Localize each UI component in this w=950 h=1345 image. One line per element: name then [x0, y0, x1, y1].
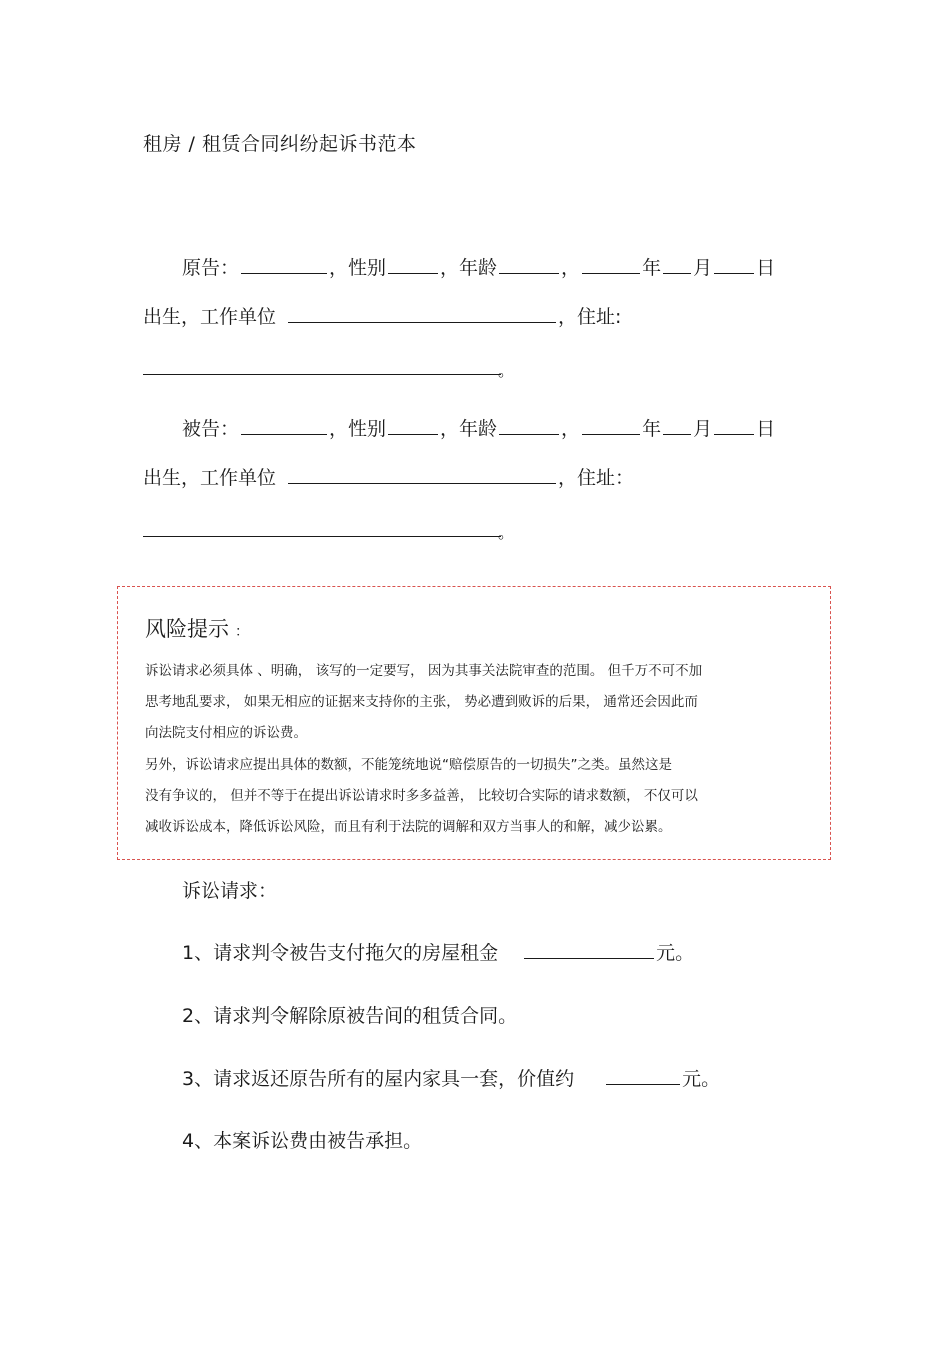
- defendant-address-label: ，住址：: [558, 467, 635, 489]
- claim-3-text: 3、请求返还原告所有的屋内家具一套，价值约: [182, 1068, 575, 1090]
- defendant-comma: ，: [561, 418, 581, 440]
- defendant-line-1: [182, 416, 775, 441]
- plaintiff-month-label: 月: [693, 257, 713, 279]
- plaintiff-age-label: ，年龄: [440, 257, 498, 279]
- claim-3-amount-blank[interactable]: [606, 1066, 680, 1085]
- risk-notice-title: [145, 613, 249, 643]
- defendant-gender-label: ，性别: [329, 418, 387, 440]
- risk-text-line: 思考地乱要求， 如果无相应的证据来支持你的主张， 势必遭到败诉的后果， 通常还会因此而: [145, 694, 698, 710]
- claim-1-amount-blank[interactable]: [524, 940, 654, 959]
- plaintiff-age-blank[interactable]: [499, 255, 559, 274]
- claim-item-4: [182, 1126, 422, 1153]
- defendant-name-blank[interactable]: [241, 416, 327, 435]
- claim-item-2: [182, 1001, 517, 1028]
- defendant-line-2: [143, 465, 634, 490]
- defendant-birth-work-label: 出生，工作单位: [143, 467, 277, 489]
- risk-text-line: 向法院支付相应的诉讼费。: [145, 725, 307, 741]
- defendant-year-label: 年: [642, 418, 662, 440]
- claim-4-text: 4、本案诉讼费由被告承担。: [182, 1130, 423, 1152]
- defendant-day-label: 日: [756, 418, 776, 440]
- defendant-label: 被告：: [182, 418, 240, 440]
- claim-3-suffix: 元。: [682, 1068, 721, 1090]
- risk-title-colon: ：: [235, 624, 249, 640]
- defendant-age-blank[interactable]: [499, 416, 559, 435]
- plaintiff-address-blank[interactable]: [143, 374, 501, 375]
- claim-1-text: 1、请求判令被告支付拖欠的房屋租金: [182, 942, 499, 964]
- plaintiff-workplace-blank[interactable]: [288, 304, 556, 323]
- plaintiff-address-label: ，住址:: [558, 306, 622, 328]
- risk-text-line: 诉讼请求必须具体 、明确， 该写的一定要写， 因为其事关法院审查的范围。 但千万不可不加: [145, 663, 703, 679]
- plaintiff-address-end: 。: [498, 361, 515, 380]
- plaintiff-month-blank[interactable]: [663, 255, 691, 274]
- defendant-month-label: 月: [693, 418, 713, 440]
- risk-title-text: 风险提示: [145, 617, 229, 641]
- plaintiff-label: 原告：: [182, 257, 240, 279]
- claim-item-1: [182, 938, 694, 965]
- plaintiff-gender-blank[interactable]: [388, 255, 438, 274]
- defendant-address-end: 。: [498, 523, 515, 542]
- defendant-year-blank[interactable]: [582, 416, 640, 435]
- defendant-workplace-blank[interactable]: [288, 465, 556, 484]
- risk-text-line: 没有争议的， 但并不等于在提出诉讼请求时多多益善， 比较切合实际的请求数额， 不仅可以: [145, 788, 698, 804]
- plaintiff-line-2: [143, 304, 621, 329]
- claims-heading: 诉讼请求：: [182, 880, 278, 902]
- plaintiff-line-1: [182, 255, 775, 280]
- plaintiff-birth-work-label: 出生，工作单位: [143, 306, 277, 328]
- plaintiff-day-label: 日: [756, 257, 776, 279]
- claim-item-3: [182, 1064, 720, 1091]
- document-title: 租房 / 租赁合同纠纷起诉书范本: [143, 133, 417, 155]
- claim-1-suffix: 元。: [656, 942, 695, 964]
- risk-text-line: 另外，诉讼请求应提出具体的数额，不能笼统地说“赔偿原告的一切损失”之类。虽然这是: [145, 757, 672, 773]
- plaintiff-year-blank[interactable]: [582, 255, 640, 274]
- defendant-day-blank[interactable]: [714, 416, 754, 435]
- risk-text-line: 减收诉讼成本，降低诉讼风险，而且有利于法院的调解和双方当事人的和解，减少讼累。: [145, 819, 672, 835]
- plaintiff-day-blank[interactable]: [714, 255, 754, 274]
- plaintiff-year-label: 年: [642, 257, 662, 279]
- plaintiff-comma: ，: [561, 257, 581, 279]
- claim-2-text: 2、请求判令解除原被告间的租赁合同。: [182, 1005, 518, 1027]
- defendant-month-blank[interactable]: [663, 416, 691, 435]
- defendant-gender-blank[interactable]: [388, 416, 438, 435]
- defendant-address-blank[interactable]: [143, 536, 501, 537]
- plaintiff-name-blank[interactable]: [241, 255, 327, 274]
- defendant-age-label: ，年龄: [440, 418, 498, 440]
- plaintiff-gender-label: ，性别: [329, 257, 387, 279]
